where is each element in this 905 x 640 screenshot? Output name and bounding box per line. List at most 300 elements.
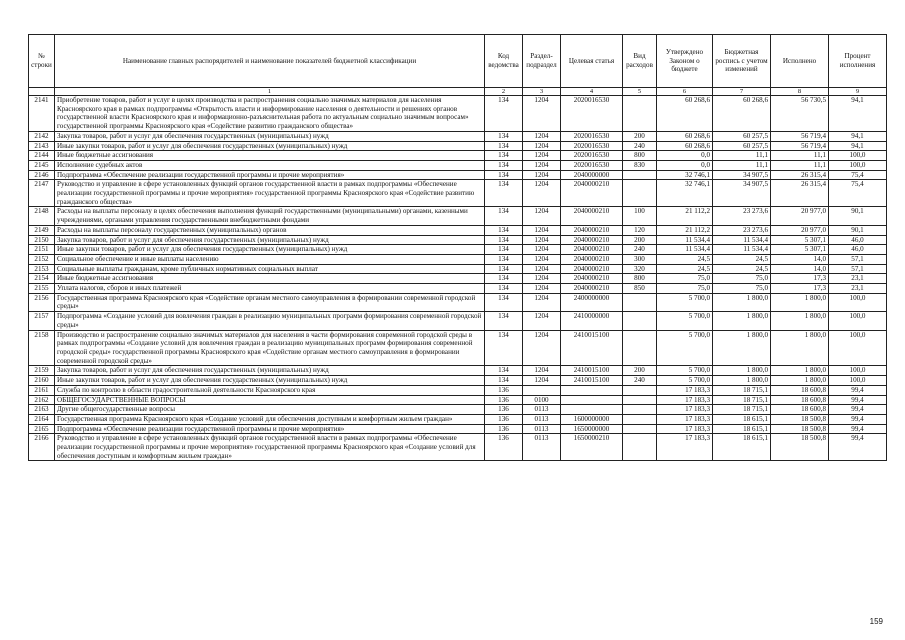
target-code: 2410015100 xyxy=(561,366,623,376)
approved-amount: 75,0 xyxy=(657,284,713,294)
execution-percent: 90,1 xyxy=(829,207,887,225)
execution-percent: 57,1 xyxy=(829,254,887,264)
row-name: Социальное обеспечение и иные выплаты населению xyxy=(55,254,485,264)
approved-amount: 5 700,0 xyxy=(657,376,713,386)
row-number: 2161 xyxy=(29,385,55,395)
executed-amount: 18 500,8 xyxy=(771,414,829,424)
budget-sheet xyxy=(28,34,886,461)
section-code: 1204 xyxy=(523,284,561,294)
section-code: 0113 xyxy=(523,434,561,461)
schedule-amount: 34 907,5 xyxy=(713,180,771,207)
header-expense-type: Вид расходов xyxy=(623,35,657,88)
executed-amount: 1 800,0 xyxy=(771,293,829,311)
row-name: Иные бюджетные ассигнования xyxy=(55,274,485,284)
header-row-no: № строки xyxy=(29,35,55,88)
schedule-amount: 1 800,0 xyxy=(713,312,771,330)
row-name: Приобретение товаров, работ и услуг в целях производства и распространения социально значимых материалов для населения Красноярского края в рамках подпрограммы «Открытость власти и информирование населения о деятельности и решениях органов государственной власти Красноярского края и информационно-разъяснительная работа по актуальным социально значимым вопросам» государственной программы Красноярского края «Содействие развитию гражданского общества» xyxy=(55,96,485,132)
row-number: 2144 xyxy=(29,151,55,161)
target-code xyxy=(561,405,623,415)
schedule-amount: 11,1 xyxy=(713,160,771,170)
execution-percent: 46,0 xyxy=(829,245,887,255)
approved-amount: 17 183,3 xyxy=(657,385,713,395)
dept-code: 136 xyxy=(485,424,523,434)
expense-type-code xyxy=(623,180,657,207)
executed-amount: 18 600,8 xyxy=(771,385,829,395)
row-number: 2143 xyxy=(29,141,55,151)
table-row xyxy=(29,284,887,294)
section-code: 1204 xyxy=(523,312,561,330)
section-code: 0100 xyxy=(523,395,561,405)
target-code: 2020016530 xyxy=(561,141,623,151)
column-number-row xyxy=(29,88,887,96)
header-executed: Исполнено xyxy=(771,35,829,88)
row-name: Уплата налогов, сборов и иных платежей xyxy=(55,284,485,294)
row-name: Расходы на выплаты персоналу государственных (муниципальных) органов xyxy=(55,225,485,235)
row-name: Руководство и управление в сфере установленных функций органов государственной власти в рамках подпрограммы «Обеспечение реализации государственной программы и прочие мероприятия» государственной программы Красноярского края «Создание условий для обеспечения доступным и комфортным жильем граждан» xyxy=(55,434,485,461)
execution-percent: 99,4 xyxy=(829,385,887,395)
dept-code: 134 xyxy=(485,245,523,255)
dept-code: 134 xyxy=(485,207,523,225)
table-row xyxy=(29,141,887,151)
approved-amount: 0,0 xyxy=(657,151,713,161)
row-name: Государственная программа Красноярского края «Создание условий для обеспечения доступным и комфортным жильем граждан» xyxy=(55,414,485,424)
dept-code: 134 xyxy=(485,366,523,376)
table-row xyxy=(29,274,887,284)
target-code: 2040000210 xyxy=(561,207,623,225)
table-row xyxy=(29,395,887,405)
expense-type-code: 240 xyxy=(623,245,657,255)
row-number: 2165 xyxy=(29,424,55,434)
dept-code: 134 xyxy=(485,235,523,245)
executed-amount: 14,0 xyxy=(771,264,829,274)
executed-amount: 1 800,0 xyxy=(771,376,829,386)
approved-amount: 11 534,4 xyxy=(657,235,713,245)
execution-percent: 100,0 xyxy=(829,312,887,330)
execution-percent: 100,0 xyxy=(829,151,887,161)
table-row xyxy=(29,151,887,161)
target-code: 2020016530 xyxy=(561,160,623,170)
expense-type-code: 300 xyxy=(623,254,657,264)
dept-code: 134 xyxy=(485,312,523,330)
dept-code: 134 xyxy=(485,170,523,180)
schedule-amount: 1 800,0 xyxy=(713,366,771,376)
table-row xyxy=(29,293,887,311)
column-number: 9 xyxy=(829,88,887,96)
executed-amount: 17,3 xyxy=(771,284,829,294)
expense-type-code: 240 xyxy=(623,141,657,151)
section-code: 0113 xyxy=(523,405,561,415)
table-row xyxy=(29,376,887,386)
executed-amount: 11,1 xyxy=(771,151,829,161)
schedule-amount: 23 273,6 xyxy=(713,207,771,225)
row-name: Служба по контролю в области градостроительной деятельности Красноярского края xyxy=(55,385,485,395)
schedule-amount: 24,5 xyxy=(713,254,771,264)
execution-percent: 100,0 xyxy=(829,366,887,376)
expense-type-code xyxy=(623,312,657,330)
execution-percent: 94,1 xyxy=(829,131,887,141)
column-number: 1 xyxy=(55,88,485,96)
executed-amount: 17,3 xyxy=(771,274,829,284)
dept-code: 134 xyxy=(485,131,523,141)
executed-amount: 1 800,0 xyxy=(771,366,829,376)
executed-amount: 26 315,4 xyxy=(771,170,829,180)
executed-amount: 26 315,4 xyxy=(771,180,829,207)
executed-amount: 18 600,8 xyxy=(771,405,829,415)
schedule-amount: 23 273,6 xyxy=(713,225,771,235)
row-name: Исполнение судебных актов xyxy=(55,160,485,170)
executed-amount: 1 800,0 xyxy=(771,312,829,330)
table-row xyxy=(29,225,887,235)
row-name: Подпрограмма «Обеспечение реализации государственной программы и прочие мероприятия» xyxy=(55,170,485,180)
execution-percent: 100,0 xyxy=(829,160,887,170)
execution-percent: 75,4 xyxy=(829,180,887,207)
row-name: ОБЩЕГОСУДАРСТВЕННЫЕ ВОПРОСЫ xyxy=(55,395,485,405)
row-name: Государственная программа Красноярского края «Содействие органам местного самоуправления в формировании современной городской среды» xyxy=(55,293,485,311)
column-number: 4 xyxy=(561,88,623,96)
header-section: Раздел-подраздел xyxy=(523,35,561,88)
schedule-amount: 18 615,1 xyxy=(713,424,771,434)
row-number: 2151 xyxy=(29,245,55,255)
dept-code: 134 xyxy=(485,254,523,264)
table-row xyxy=(29,414,887,424)
row-number: 2166 xyxy=(29,434,55,461)
expense-type-code xyxy=(623,414,657,424)
row-name: Иные бюджетные ассигнования xyxy=(55,151,485,161)
expense-type-code: 100 xyxy=(623,207,657,225)
dept-code: 134 xyxy=(485,284,523,294)
row-number: 2163 xyxy=(29,405,55,415)
dept-code: 136 xyxy=(485,434,523,461)
dept-code: 134 xyxy=(485,160,523,170)
expense-type-code: 800 xyxy=(623,151,657,161)
expense-type-code xyxy=(623,434,657,461)
execution-percent: 100,0 xyxy=(829,293,887,311)
page-number: 159 xyxy=(869,617,883,626)
section-code xyxy=(523,385,561,395)
row-name: Закупка товаров, работ и услуг для обеспечения государственных (муниципальных) нужд xyxy=(55,235,485,245)
table-row xyxy=(29,131,887,141)
section-code: 1204 xyxy=(523,96,561,132)
target-code: 2020016530 xyxy=(561,151,623,161)
expense-type-code xyxy=(623,170,657,180)
column-number: 5 xyxy=(623,88,657,96)
header-target: Целевая статья xyxy=(561,35,623,88)
table-row xyxy=(29,254,887,264)
execution-percent: 94,1 xyxy=(829,96,887,132)
row-name: Закупка товаров, работ и услуг для обеспечения государственных (муниципальных) нужд xyxy=(55,366,485,376)
approved-amount: 60 268,6 xyxy=(657,96,713,132)
table-row xyxy=(29,245,887,255)
dept-code: 136 xyxy=(485,414,523,424)
expense-type-code: 850 xyxy=(623,284,657,294)
table-row xyxy=(29,366,887,376)
schedule-amount: 11 534,4 xyxy=(713,235,771,245)
expense-type-code: 830 xyxy=(623,160,657,170)
approved-amount: 21 112,2 xyxy=(657,207,713,225)
row-number: 2145 xyxy=(29,160,55,170)
approved-amount: 5 700,0 xyxy=(657,366,713,376)
execution-percent: 100,0 xyxy=(829,330,887,366)
expense-type-code xyxy=(623,385,657,395)
row-number: 2154 xyxy=(29,274,55,284)
section-code: 1204 xyxy=(523,254,561,264)
column-number: 3 xyxy=(523,88,561,96)
row-name: Иные закупки товаров, работ и услуг для обеспечения государственных (муниципальных) нужд xyxy=(55,141,485,151)
column-number xyxy=(29,88,55,96)
dept-code: 136 xyxy=(485,395,523,405)
schedule-amount: 1 800,0 xyxy=(713,293,771,311)
section-code: 1204 xyxy=(523,170,561,180)
target-code: 2410015100 xyxy=(561,376,623,386)
dept-code: 134 xyxy=(485,376,523,386)
section-code: 1204 xyxy=(523,376,561,386)
section-code: 0113 xyxy=(523,424,561,434)
row-number: 2158 xyxy=(29,330,55,366)
execution-percent: 23,1 xyxy=(829,274,887,284)
table-body xyxy=(29,96,887,461)
expense-type-code xyxy=(623,405,657,415)
table-row xyxy=(29,160,887,170)
table-row xyxy=(29,207,887,225)
row-number: 2147 xyxy=(29,180,55,207)
table-row xyxy=(29,424,887,434)
section-code: 1204 xyxy=(523,293,561,311)
section-code: 1204 xyxy=(523,330,561,366)
approved-amount: 5 700,0 xyxy=(657,312,713,330)
section-code: 1204 xyxy=(523,366,561,376)
expense-type-code xyxy=(623,96,657,132)
table-row xyxy=(29,170,887,180)
header-schedule: Бюджетная роспись с учетом изменений xyxy=(713,35,771,88)
schedule-amount: 18 715,1 xyxy=(713,395,771,405)
execution-percent: 75,4 xyxy=(829,170,887,180)
expense-type-code: 200 xyxy=(623,131,657,141)
schedule-amount: 24,5 xyxy=(713,264,771,274)
header-row xyxy=(29,35,887,88)
dept-code: 134 xyxy=(485,293,523,311)
table-row xyxy=(29,385,887,395)
section-code: 1204 xyxy=(523,141,561,151)
row-name: Руководство и управление в сфере установленных функций органов государственной власти в рамках подпрограммы «Обеспечение реализации государственной программы и прочие мероприятия» государственной программы Красноярского края «Содействие развитию гражданского общества» xyxy=(55,180,485,207)
execution-percent: 90,1 xyxy=(829,225,887,235)
row-number: 2164 xyxy=(29,414,55,424)
execution-percent: 94,1 xyxy=(829,141,887,151)
schedule-amount: 60 257,5 xyxy=(713,141,771,151)
target-code: 2020016530 xyxy=(561,96,623,132)
dept-code: 134 xyxy=(485,141,523,151)
executed-amount: 56 719,4 xyxy=(771,141,829,151)
schedule-amount: 75,0 xyxy=(713,284,771,294)
dept-code: 134 xyxy=(485,225,523,235)
executed-amount: 5 307,1 xyxy=(771,245,829,255)
section-code: 1204 xyxy=(523,160,561,170)
executed-amount: 1 800,0 xyxy=(771,330,829,366)
row-number: 2153 xyxy=(29,264,55,274)
target-code: 2020016530 xyxy=(561,131,623,141)
approved-amount: 17 183,3 xyxy=(657,414,713,424)
section-code: 0113 xyxy=(523,414,561,424)
expense-type-code xyxy=(623,424,657,434)
approved-amount: 5 700,0 xyxy=(657,293,713,311)
target-code: 2040000210 xyxy=(561,264,623,274)
target-code: 2040000210 xyxy=(561,225,623,235)
expense-type-code: 200 xyxy=(623,366,657,376)
expense-type-code xyxy=(623,395,657,405)
executed-amount: 18 500,8 xyxy=(771,424,829,434)
approved-amount: 21 112,2 xyxy=(657,225,713,235)
execution-percent: 99,4 xyxy=(829,424,887,434)
target-code: 2040000210 xyxy=(561,284,623,294)
header-dept-code: Код ведомства xyxy=(485,35,523,88)
approved-amount: 0,0 xyxy=(657,160,713,170)
section-code: 1204 xyxy=(523,180,561,207)
row-name: Расходы на выплаты персоналу в целях обеспечения выполнения функций государственными (муниципальными) органами, казенными учреждениями, органами управления государственными внебюджетными фондами xyxy=(55,207,485,225)
section-code: 1204 xyxy=(523,264,561,274)
target-code: 2040000000 xyxy=(561,170,623,180)
dept-code: 134 xyxy=(485,151,523,161)
expense-type-code: 320 xyxy=(623,264,657,274)
target-code: 2040000210 xyxy=(561,254,623,264)
table-row xyxy=(29,312,887,330)
approved-amount: 11 534,4 xyxy=(657,245,713,255)
schedule-amount: 18 715,1 xyxy=(713,405,771,415)
approved-amount: 17 183,3 xyxy=(657,434,713,461)
expense-type-code: 800 xyxy=(623,274,657,284)
section-code: 1204 xyxy=(523,225,561,235)
executed-amount: 14,0 xyxy=(771,254,829,264)
execution-percent: 23,1 xyxy=(829,284,887,294)
column-number: 7 xyxy=(713,88,771,96)
schedule-amount: 18 715,1 xyxy=(713,385,771,395)
execution-percent: 99,4 xyxy=(829,405,887,415)
row-name: Социальные выплаты гражданам, кроме публичных нормативных социальных выплат xyxy=(55,264,485,274)
section-code: 1204 xyxy=(523,245,561,255)
row-number: 2142 xyxy=(29,131,55,141)
row-number: 2141 xyxy=(29,96,55,132)
dept-code: 136 xyxy=(485,405,523,415)
execution-percent: 99,4 xyxy=(829,434,887,461)
schedule-amount: 11,1 xyxy=(713,151,771,161)
dept-code: 134 xyxy=(485,330,523,366)
table-row xyxy=(29,96,887,132)
executed-amount: 11,1 xyxy=(771,160,829,170)
expense-type-code: 120 xyxy=(623,225,657,235)
table-row xyxy=(29,434,887,461)
header-name: Наименование главных распорядителей и наименование показателей бюджетной классификации xyxy=(55,35,485,88)
executed-amount: 20 977,0 xyxy=(771,225,829,235)
approved-amount: 60 268,6 xyxy=(657,131,713,141)
executed-amount: 18 500,8 xyxy=(771,434,829,461)
row-number: 2152 xyxy=(29,254,55,264)
approved-amount: 17 183,3 xyxy=(657,395,713,405)
execution-percent: 99,4 xyxy=(829,395,887,405)
approved-amount: 75,0 xyxy=(657,274,713,284)
row-name: Закупка товаров, работ и услуг для обеспечения государственных (муниципальных) нужд xyxy=(55,131,485,141)
schedule-amount: 1 800,0 xyxy=(713,376,771,386)
approved-amount: 24,5 xyxy=(657,264,713,274)
section-code: 1204 xyxy=(523,235,561,245)
row-number: 2159 xyxy=(29,366,55,376)
schedule-amount: 18 615,1 xyxy=(713,434,771,461)
execution-percent: 46,0 xyxy=(829,235,887,245)
executed-amount: 56 730,5 xyxy=(771,96,829,132)
section-code: 1204 xyxy=(523,207,561,225)
schedule-amount: 60 257,5 xyxy=(713,131,771,141)
expense-type-code xyxy=(623,330,657,366)
row-number: 2148 xyxy=(29,207,55,225)
dept-code: 136 xyxy=(485,385,523,395)
expense-type-code: 240 xyxy=(623,376,657,386)
target-code xyxy=(561,385,623,395)
schedule-amount: 75,0 xyxy=(713,274,771,284)
table-row xyxy=(29,405,887,415)
column-number: 6 xyxy=(657,88,713,96)
approved-amount: 17 183,3 xyxy=(657,424,713,434)
column-number: 8 xyxy=(771,88,829,96)
approved-amount: 60 268,6 xyxy=(657,141,713,151)
row-name: Другие общегосударственные вопросы xyxy=(55,405,485,415)
target-code: 2040000210 xyxy=(561,245,623,255)
row-number: 2155 xyxy=(29,284,55,294)
approved-amount: 32 746,1 xyxy=(657,170,713,180)
column-number: 2 xyxy=(485,88,523,96)
schedule-amount: 11 534,4 xyxy=(713,245,771,255)
budget-table xyxy=(28,34,887,461)
schedule-amount: 1 800,0 xyxy=(713,330,771,366)
table-row xyxy=(29,180,887,207)
dept-code: 134 xyxy=(485,180,523,207)
row-number: 2160 xyxy=(29,376,55,386)
target-code: 2400000000 xyxy=(561,293,623,311)
schedule-amount: 34 907,5 xyxy=(713,170,771,180)
dept-code: 134 xyxy=(485,264,523,274)
section-code: 1204 xyxy=(523,151,561,161)
table-row xyxy=(29,264,887,274)
dept-code: 134 xyxy=(485,96,523,132)
row-number: 2146 xyxy=(29,170,55,180)
approved-amount: 17 183,3 xyxy=(657,405,713,415)
row-name: Подпрограмма «Создание условий для вовлечения граждан в реализацию муниципальных программ формирования современной городской среды» xyxy=(55,312,485,330)
execution-percent: 57,1 xyxy=(829,264,887,274)
target-code: 2040000210 xyxy=(561,274,623,284)
target-code: 2040000210 xyxy=(561,235,623,245)
target-code: 1650000000 xyxy=(561,424,623,434)
row-name: Иные закупки товаров, работ и услуг для обеспечения государственных (муниципальных) нужд xyxy=(55,245,485,255)
row-name: Иные закупки товаров, работ и услуг для обеспечения государственных (муниципальных) нужд xyxy=(55,376,485,386)
approved-amount: 5 700,0 xyxy=(657,330,713,366)
row-number: 2162 xyxy=(29,395,55,405)
expense-type-code: 200 xyxy=(623,235,657,245)
target-code: 1650000210 xyxy=(561,434,623,461)
row-number: 2156 xyxy=(29,293,55,311)
table-row xyxy=(29,235,887,245)
target-code: 2410015100 xyxy=(561,330,623,366)
section-code: 1204 xyxy=(523,131,561,141)
execution-percent: 100,0 xyxy=(829,376,887,386)
table-row xyxy=(29,330,887,366)
dept-code: 134 xyxy=(485,274,523,284)
row-name: Подпрограмма «Обеспечение реализации государственной программы и прочие мероприятия» xyxy=(55,424,485,434)
schedule-amount: 18 615,1 xyxy=(713,414,771,424)
executed-amount: 18 600,8 xyxy=(771,395,829,405)
execution-percent: 99,4 xyxy=(829,414,887,424)
section-code: 1204 xyxy=(523,274,561,284)
row-name: Производство и распространение социально значимых материалов для населения в части формирования современной городской среды в рамках подпрограммы «Создание условий для вовлечения граждан в реализацию муниципальных программ формирования современной городской среды» государственной программы Красноярского края «Содействие органам местного самоуправления в формировании современной городской среды» xyxy=(55,330,485,366)
row-number: 2149 xyxy=(29,225,55,235)
schedule-amount: 60 268,6 xyxy=(713,96,771,132)
target-code: 2410000000 xyxy=(561,312,623,330)
approved-amount: 24,5 xyxy=(657,254,713,264)
